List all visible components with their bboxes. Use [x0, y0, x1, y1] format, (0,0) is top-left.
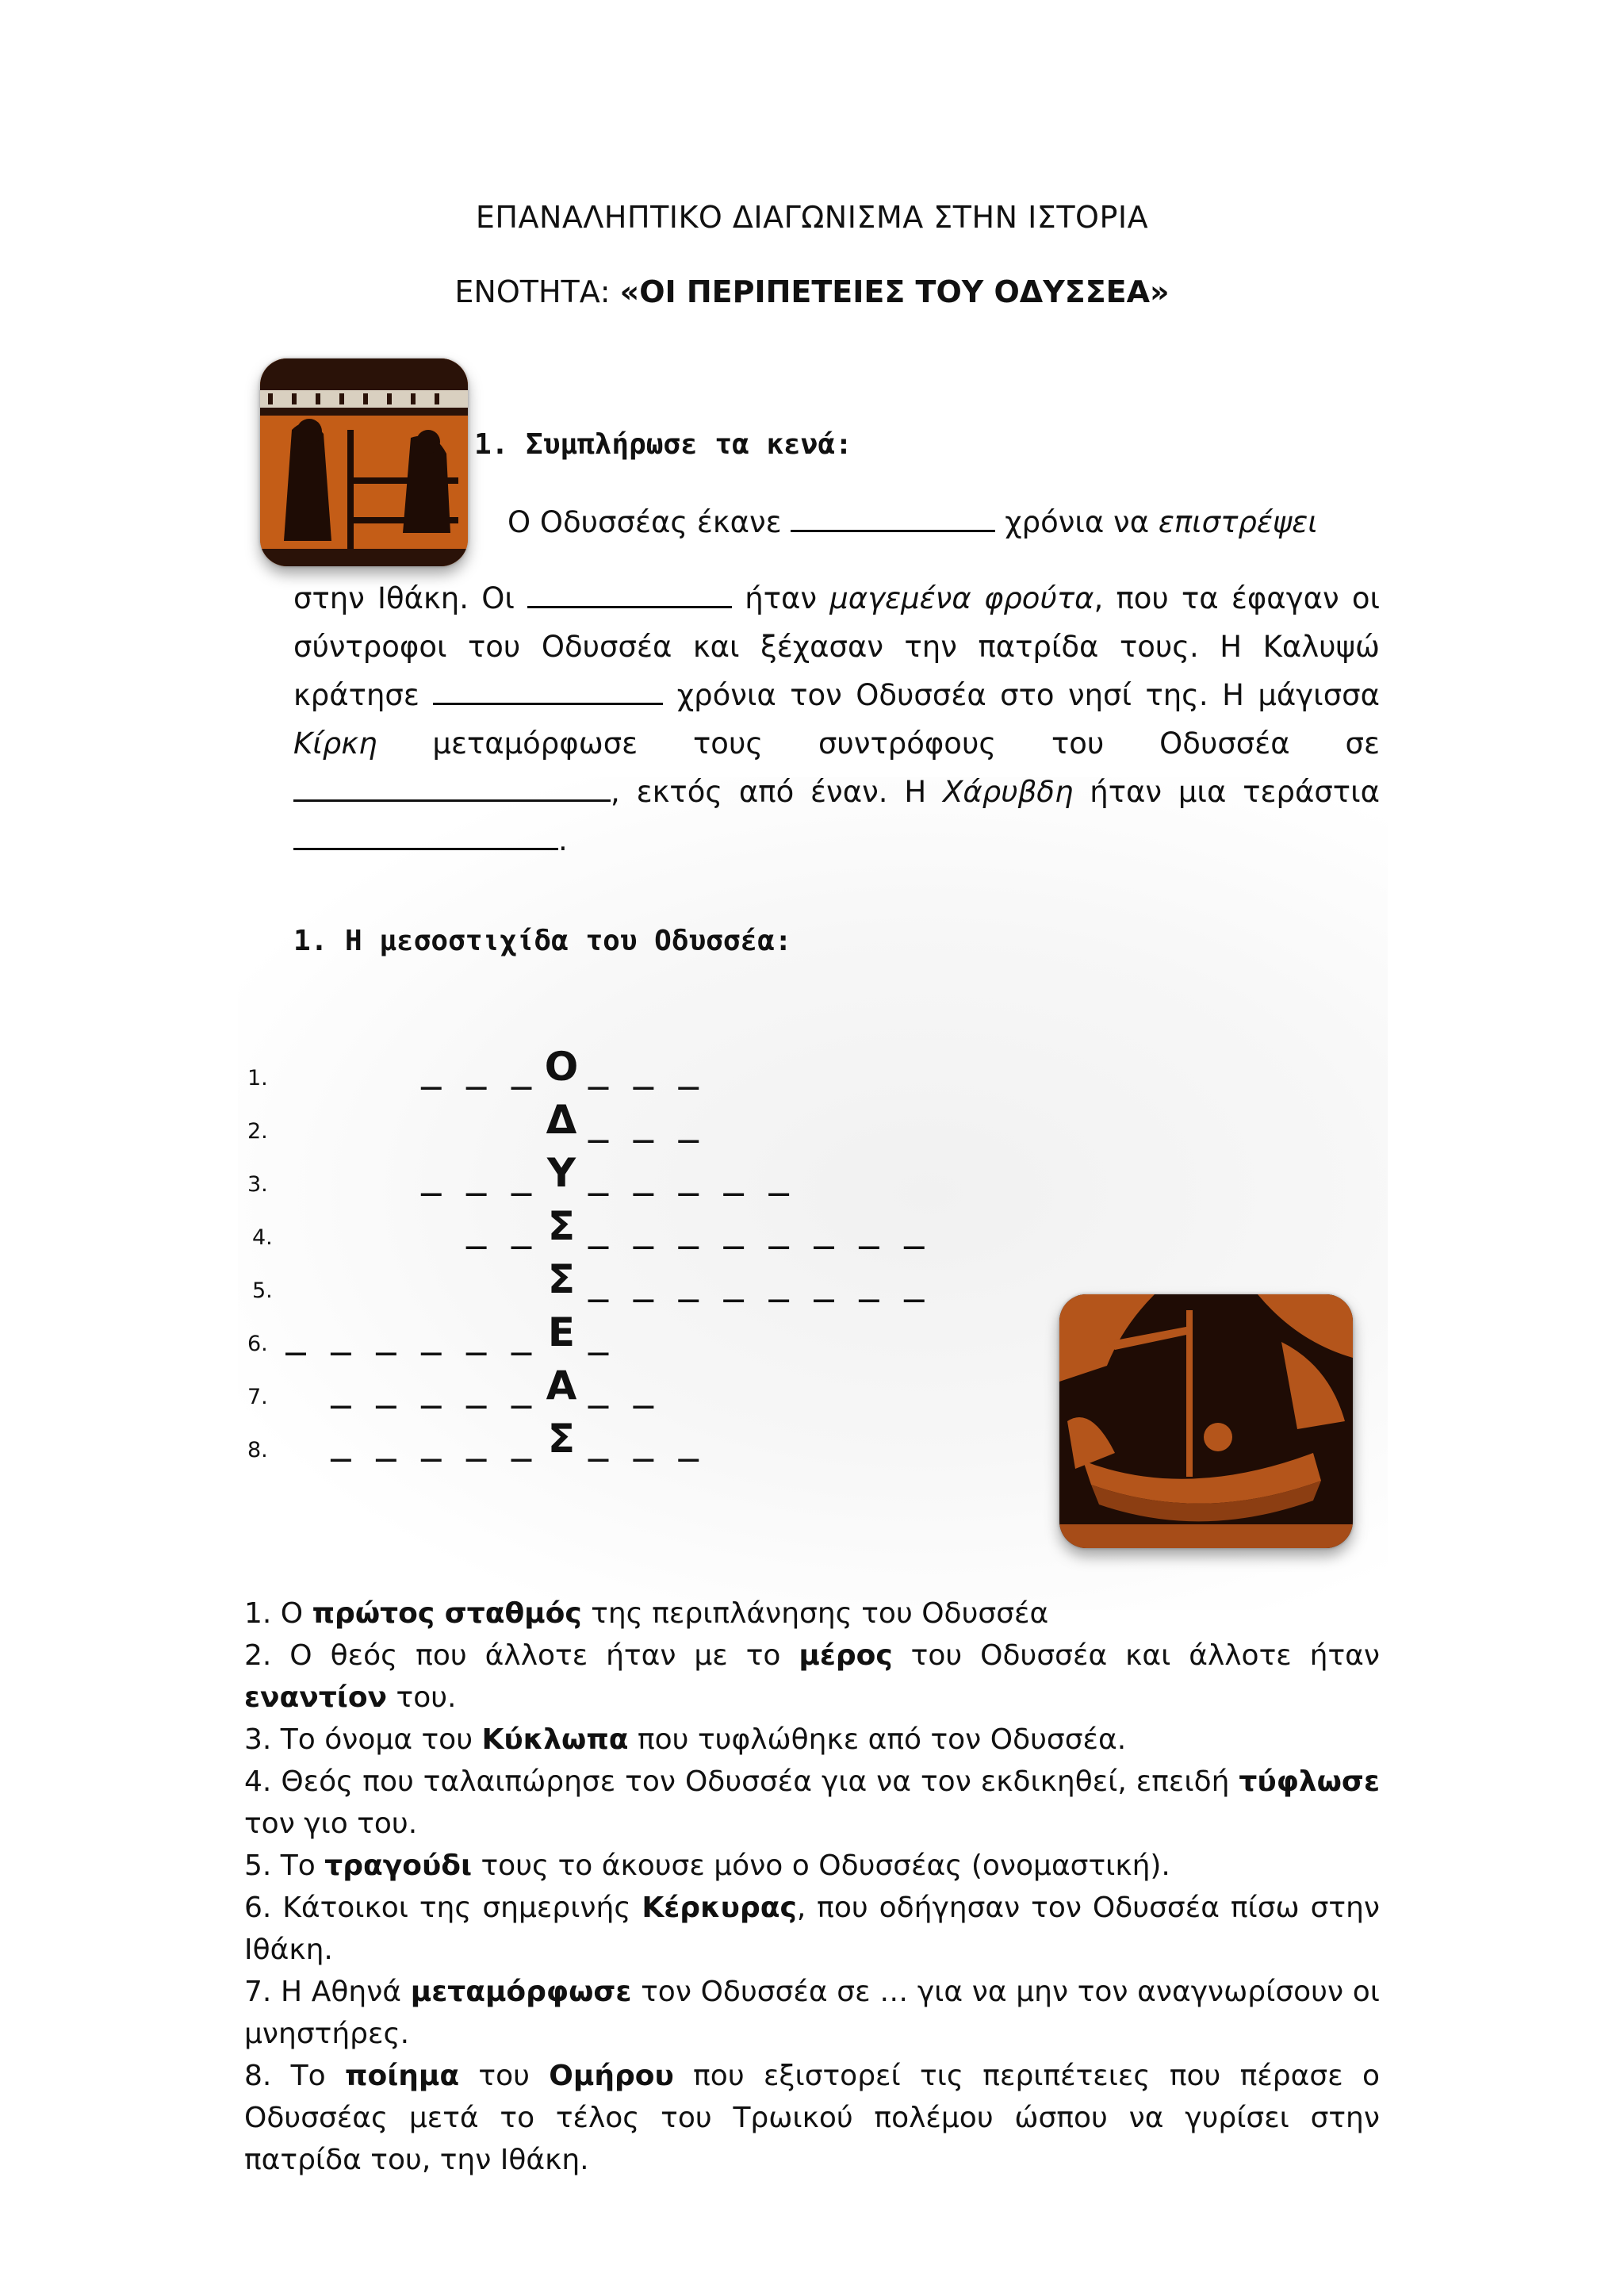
clue-text: 2. Ο θεός που άλλοτε ήταν με το: [244, 1639, 799, 1672]
blank-years-return[interactable]: [791, 506, 995, 532]
clue-text: του.: [387, 1681, 457, 1714]
page-title: ΕΠΑΝΑΛΗΠΤΙΚΟ ΔΙΑΓΩΝΙΣΜΑ ΣΤΗΝ ΙΣΤΟΡΙΑ: [475, 200, 1149, 235]
acrostic-blanks-after[interactable]: _ _ _ _ _: [588, 1150, 795, 1196]
clue-3: [244, 1719, 1380, 1761]
clue-text: που εξιστορεί τις περιπέτειες που πέρασε ο Οδυσσέας μετά το τέλος του Τρωικού πολέμου ώσπου να γυρίσει στην πατρίδα του, την Ιθάκη.: [244, 2060, 1381, 2176]
clue-text: που τυφλώθηκε από τον Οδυσσέα.: [628, 1723, 1127, 1756]
clue-text: 4. Θεός που ταλαιπώρησε τον Οδυσσέα για να τον εκδικηθεί, επειδή: [244, 1765, 1239, 1798]
fill-text: , που τα έφαγαν οι σύντροφοι του Οδυσσέα και ξέχασαν την πατρίδα τους. Η Καλυψώ κράτησε: [293, 581, 1381, 712]
clue-text: 3. Το όνομα του: [244, 1723, 482, 1756]
acrostic-key-letter: Ο: [544, 1044, 579, 1090]
subtitle-topic: «ΟΙ ΠΕΡΙΠΕΤΕΙΕΣ ΤΟΥ ΟΔΥΣΣΕΑ»: [619, 274, 1170, 309]
clue-text: του: [459, 2060, 550, 2092]
fill-text-italic: Χάρυβδη: [943, 775, 1074, 809]
acrostic-key-letter: Σ: [547, 1256, 576, 1302]
fill-text-italic: Κίρκη: [293, 726, 377, 761]
clue-bold: ποίημα: [345, 2060, 460, 2092]
clue-8: [244, 2055, 1380, 2181]
acrostic-key-letter: Σ: [547, 1416, 576, 1462]
acrostic-row-number: 6.: [247, 1332, 268, 1356]
acrostic-row: [0, 1097, 1624, 1154]
acrostic-row-number: 3.: [247, 1172, 268, 1197]
acrostic-row: [0, 1203, 1624, 1260]
acrostic-blanks-after[interactable]: _ _ _: [588, 1044, 705, 1090]
acrostic-blanks-after[interactable]: _: [588, 1309, 615, 1355]
clue-text: 7. Η Αθηνά: [244, 1976, 411, 2008]
clue-bold: Κέρκυρας: [642, 1892, 797, 1924]
clue-text: 6. Κάτοικοι της σημερινής: [244, 1892, 642, 1924]
fill-text-italic: επιστρέψει: [1158, 505, 1318, 539]
acrostic-key-letter: Δ: [546, 1097, 577, 1143]
clue-1: [244, 1593, 1380, 1635]
clue-6: [244, 1887, 1380, 1971]
clue-5: [244, 1845, 1380, 1887]
acrostic-blanks-before[interactable]: _ _ _ _ _ _: [285, 1309, 538, 1355]
clue-text: 5. Το: [244, 1849, 325, 1882]
clue-7: [244, 1971, 1380, 2055]
exercise-2-heading: 1. Η μεσοστιχίδα του Οδυσσέα:: [293, 925, 792, 957]
acrostic-blanks-after[interactable]: _ _ _: [588, 1416, 705, 1462]
acrostic-blanks-before[interactable]: _ _: [466, 1203, 538, 1249]
acrostic-row: [0, 1150, 1624, 1207]
fill-text: , εκτός από έναν. Η: [611, 775, 944, 809]
fill-text: .: [558, 823, 568, 857]
acrostic-key-letter: Ε: [547, 1309, 576, 1355]
blank-calypso-years[interactable]: [433, 679, 663, 705]
clue-bold: μέρος: [799, 1639, 893, 1672]
acrostic-key-letter: Υ: [546, 1150, 576, 1196]
clue-text: 1. Ο: [244, 1597, 312, 1630]
fill-text: μεταμόρφωσε τους συντρόφους του Οδυσσέα σε: [377, 726, 1380, 761]
blank-circe-transform[interactable]: [293, 776, 611, 802]
clue-2: [244, 1635, 1380, 1719]
acrostic-row-number: 4.: [252, 1225, 273, 1250]
clue-text: τον Οδυσσέα σε … για να μην τον αναγνωρίσουν οι μνηστήρες.: [244, 1976, 1380, 2050]
acrostic-key-letter: Σ: [547, 1203, 576, 1249]
ship-painting-illustration: [1059, 1294, 1353, 1548]
acrostic-row: [0, 1309, 1624, 1366]
acrostic-row-number: 7.: [247, 1385, 268, 1409]
clue-text: του Οδυσσέα και άλλοτε ήταν: [892, 1639, 1380, 1672]
clue-text: τους το άκουσε μόνο ο Οδυσσέας (ονομαστική).: [472, 1849, 1170, 1882]
ship-vase-painting-image: [1059, 1294, 1353, 1548]
fill-text: στην Ιθάκη. Οι: [293, 581, 528, 615]
acrostic-clues: [244, 1593, 1380, 2181]
acrostic-row: [0, 1363, 1624, 1420]
clue-text: , που οδήγησαν τον Οδυσσέα πίσω στην Ιθάκη.: [244, 1892, 1380, 1966]
clue-text: 8. Το: [244, 2060, 345, 2092]
acrostic-row: [0, 1416, 1624, 1473]
clue-bold: πρώτος σταθμός: [312, 1597, 582, 1630]
acrostic-row-number: 1.: [247, 1066, 268, 1091]
blank-magic-fruits[interactable]: [527, 582, 732, 608]
exercise-1-heading: 1. Συμπλήρωσε τα κενά:: [474, 428, 852, 461]
clue-bold: τραγούδι: [324, 1849, 473, 1882]
acrostic-blanks-after[interactable]: _ _ _: [588, 1097, 705, 1143]
subtitle-label: ΕΝΟΤΗΤΑ:: [454, 274, 620, 309]
acrostic-row: [0, 1256, 1624, 1313]
acrostic-blanks-after[interactable]: _ _ _ _ _ _ _ _: [588, 1256, 931, 1302]
fill-text-italic: μαγεμένα φρούτα: [829, 581, 1094, 615]
fill-blanks-first-line: [508, 498, 1380, 546]
acrostic-key-letter: Α: [546, 1363, 577, 1409]
vase-painting-image: [260, 358, 468, 566]
clue-4: [244, 1761, 1380, 1845]
clue-bold: μεταμόρφωσε: [410, 1976, 632, 2008]
acrostic-blanks-before[interactable]: _ _ _ _ _: [331, 1363, 538, 1409]
clue-bold: τύφλωσε: [1239, 1765, 1380, 1798]
acrostic-row-number: 2.: [247, 1119, 268, 1144]
acrostic-blanks-before[interactable]: _ _ _: [421, 1150, 538, 1196]
blank-charybdis[interactable]: [293, 824, 558, 850]
page-subtitle: [0, 274, 1624, 309]
clue-bold: Ομήρου: [549, 2060, 674, 2092]
fill-text: χρόνια τον Οδυσσέα στο νησί της. Η μάγισσα: [663, 678, 1380, 712]
acrostic-row: [0, 1044, 1624, 1101]
vase-painting-illustration: [260, 358, 468, 566]
acrostic-row-number: 8.: [247, 1438, 268, 1462]
acrostic-blanks-before[interactable]: _ _ _: [421, 1044, 538, 1090]
clue-text: της περιπλάνησης του Οδυσσέα: [581, 1597, 1049, 1630]
fill-text: ήταν μια τεράστια: [1073, 775, 1380, 809]
acrostic-blanks-before[interactable]: _ _ _ _ _: [331, 1416, 538, 1462]
fill-text: χρόνια να: [995, 505, 1159, 539]
fill-text: Ο Οδυσσέας έκανε: [508, 505, 791, 539]
fill-text: ήταν: [732, 581, 830, 615]
clue-bold: Κύκλωπα: [481, 1723, 629, 1756]
acrostic-row-number: 5.: [252, 1278, 273, 1303]
fill-blanks-paragraph: [293, 574, 1380, 864]
clue-text: τον γιο του.: [244, 1807, 418, 1840]
acrostic-blanks-after[interactable]: _ _: [588, 1363, 660, 1409]
clue-bold: εναντίον: [244, 1681, 388, 1714]
acrostic-blanks-after[interactable]: _ _ _ _ _ _ _ _: [588, 1203, 931, 1249]
